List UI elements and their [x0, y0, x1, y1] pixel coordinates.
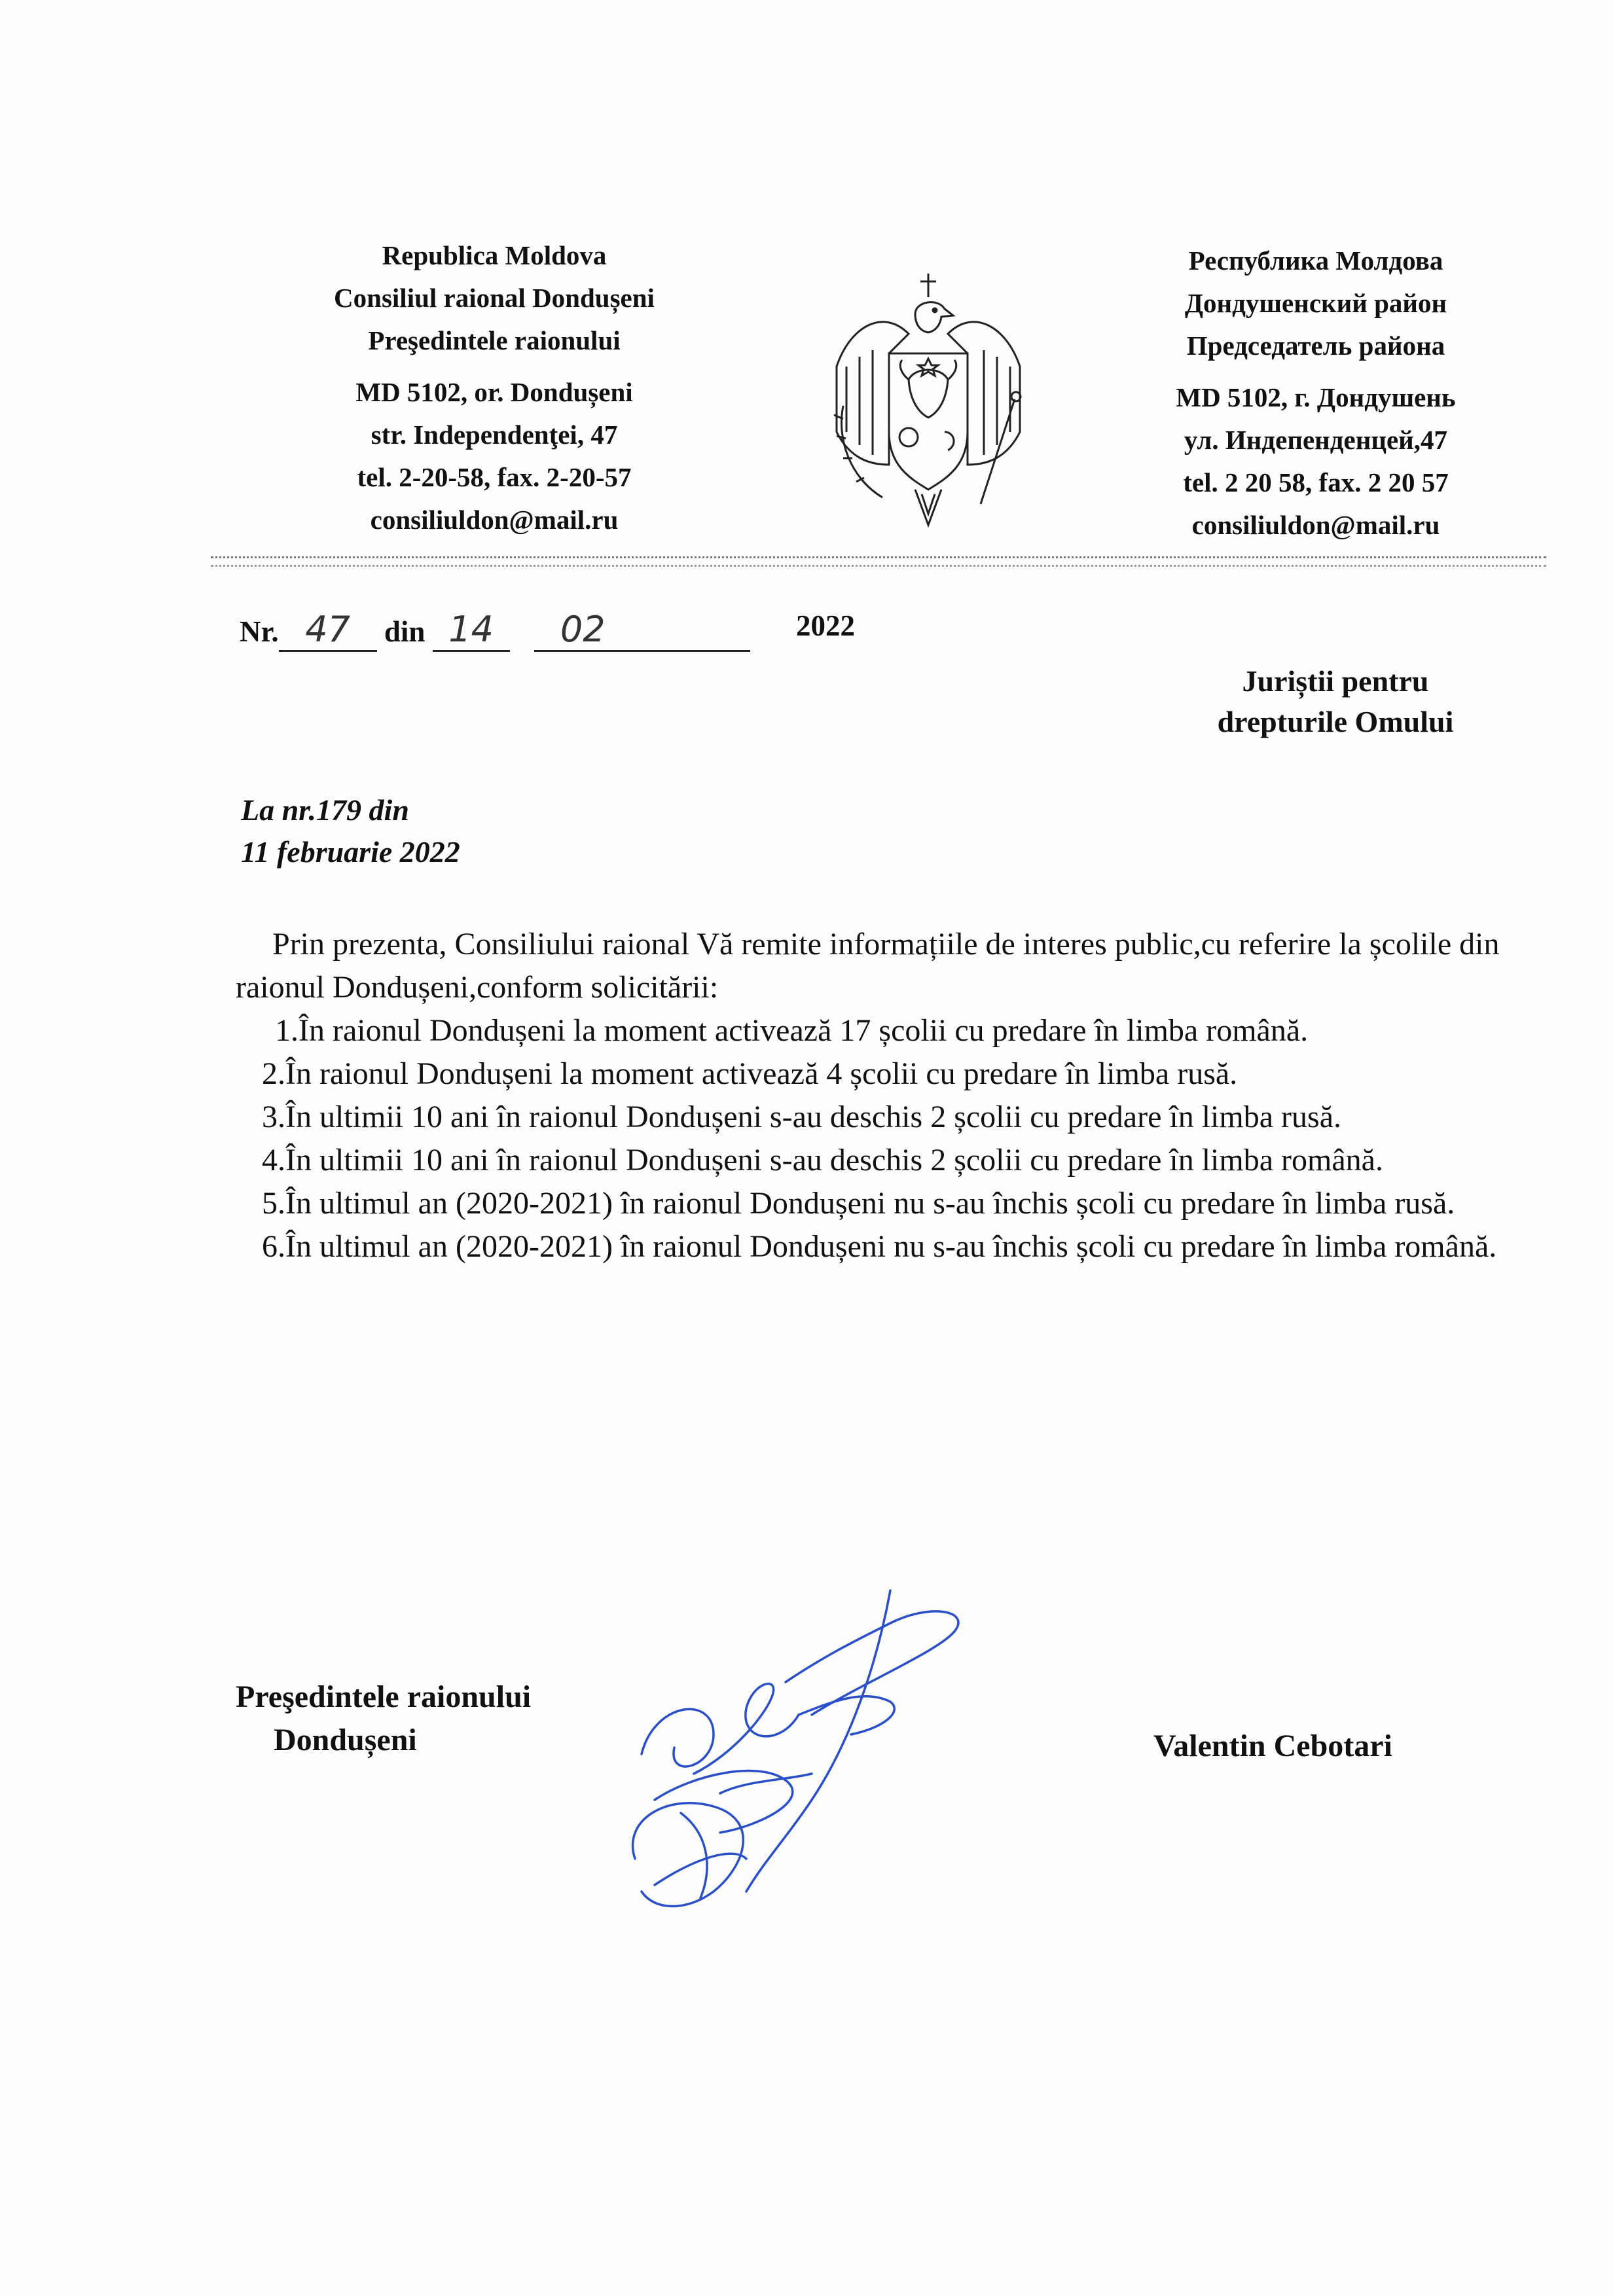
signatory-title-line2: Dondușeni	[274, 1723, 417, 1757]
signatory-title	[236, 1676, 531, 1762]
recipient-block	[1152, 661, 1519, 742]
reference-year: 2022	[796, 609, 855, 642]
body-item: 6.În ultimul an (2020-2021) în raionul Dondușeni nu s-au închis școli cu predare în limba română.	[262, 1229, 1497, 1264]
header-right-district: Дондушенский район	[1184, 288, 1447, 318]
reference-nr-label: Nr.	[240, 615, 279, 648]
header-separator	[211, 556, 1546, 567]
header-left-street: str. Independenţei, 47	[371, 420, 618, 450]
header-left-address: MD 5102, or. Dondușeni	[355, 377, 633, 407]
body-item: 1.În raionul Dondușeni la moment activează 17 școlii cu predare în limba română.	[275, 1013, 1309, 1048]
header-left-council: Consiliul raional Dondușeni	[334, 283, 655, 313]
header-left	[262, 234, 727, 541]
body-item: 4.În ultimii 10 ani în raionul Dondușeni s-au deschis 2 școlii cu predare în limba română.	[262, 1143, 1383, 1177]
signatory-title-line1: Preşedintele raionului	[236, 1679, 532, 1714]
incoming-reference-line1: La nr.179 din	[241, 793, 409, 827]
header-right-office: Председатель района	[1186, 331, 1445, 361]
signatory-name: Valentin Cebotari	[1153, 1729, 1392, 1763]
body-item: 3.În ultimii 10 ani în raionul Dondușeni s-au deschis 2 școlii cu predare în limba rusă.	[262, 1100, 1341, 1134]
header-left-office: Preşedintele raionului	[368, 325, 621, 355]
reference-nr-value: 47	[305, 609, 350, 650]
header-left-country: Republica Moldova	[382, 240, 607, 270]
incoming-reference	[241, 789, 460, 873]
reference-day: 14	[448, 609, 494, 650]
header-left-phone: tel. 2-20-58, fax. 2-20-57	[357, 462, 632, 492]
moldova-coat-of-arms-icon	[824, 268, 1033, 530]
handwritten-signature	[615, 1584, 995, 1950]
recipient-line2: drepturile Omului	[1217, 705, 1454, 738]
reference-din-label: din	[384, 615, 426, 648]
header-right-email: consiliuldon@mail.ru	[1191, 510, 1440, 540]
recipient-line1: Juriștii pentru	[1242, 664, 1429, 698]
body-intro: Prin prezenta, Consiliului raional Vă remite informațiile de interes public,cu referire la școlile din raionul Dondușeni,conform solicitării:	[236, 927, 1500, 1005]
header-right-phone: tel. 2 20 58, fax. 2 20 57	[1183, 467, 1449, 497]
incoming-reference-line2: 11 februarie 2022	[241, 835, 460, 869]
reference-line	[240, 609, 750, 652]
header-right-address: MD 5102, г. Дондушень	[1176, 382, 1456, 412]
letter-body	[236, 923, 1519, 1268]
header-right-country: Республика Молдова	[1188, 245, 1443, 276]
body-item: 2.În raionul Dondușeni la moment activează 4 școlii cu predare în limba rusă.	[262, 1056, 1238, 1091]
header-right	[1101, 240, 1531, 547]
header-left-email: consiliuldon@mail.ru	[370, 505, 619, 535]
reference-month: 02	[560, 609, 606, 650]
header-right-street: ул. Индепенденцей,47	[1184, 425, 1448, 455]
body-item: 5.În ultimul an (2020-2021) în raionul Dondușeni nu s-au închis școli cu predare în limba rusă.	[262, 1186, 1455, 1221]
